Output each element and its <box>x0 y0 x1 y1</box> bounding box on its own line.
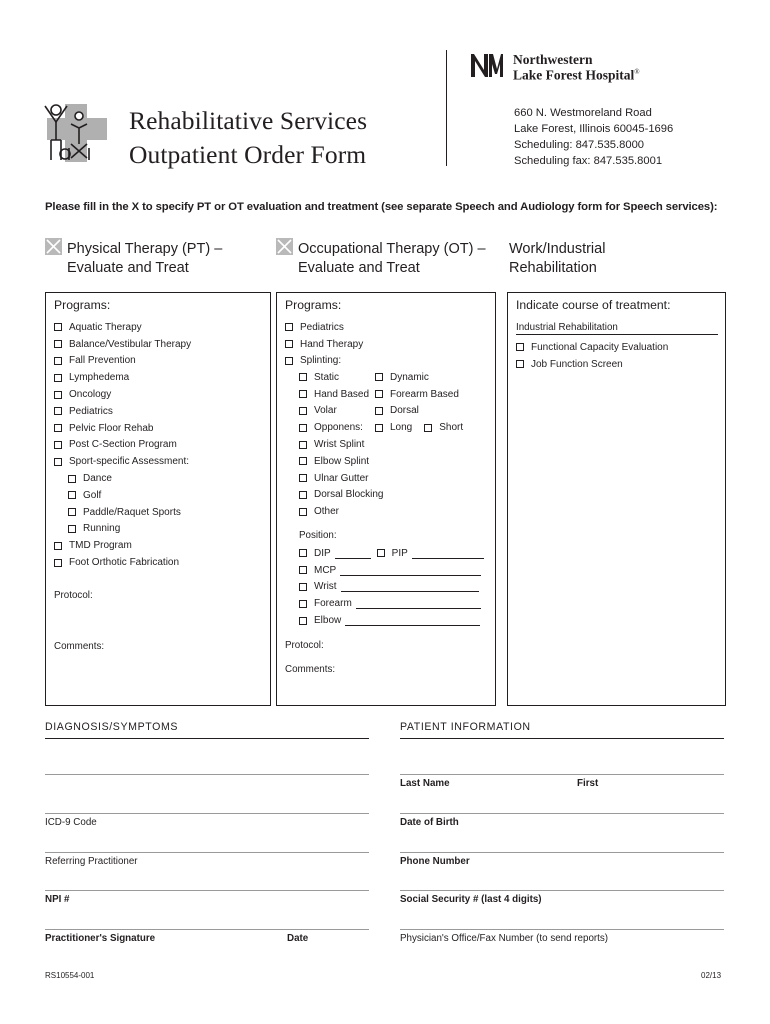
hospital-name-line2: Lake Forest Hospital® <box>513 67 640 83</box>
pt-heading-line2: Evaluate and Treat <box>67 259 189 276</box>
checkbox[interactable] <box>299 566 307 574</box>
registered-mark: ® <box>634 68 640 76</box>
ot-splint-volar[interactable]: Volar <box>299 403 383 420</box>
ot-position-dip-pip: DIP PIP <box>299 545 484 562</box>
checkbox[interactable] <box>68 525 76 533</box>
checkbox[interactable] <box>375 424 383 432</box>
x-mark-icon <box>45 238 62 255</box>
checkbox[interactable] <box>68 508 76 516</box>
checkbox[interactable] <box>299 441 307 449</box>
ot-position-wrist: Wrist <box>299 579 484 596</box>
checkbox[interactable] <box>299 491 307 499</box>
ot-programs-label: Programs: <box>285 298 342 312</box>
checkbox[interactable] <box>54 357 62 365</box>
scheduling-phone: Scheduling: 847.535.8000 <box>514 139 645 151</box>
ot-splint-forearm-based[interactable]: Forearm Based <box>375 386 463 403</box>
npi-line[interactable] <box>45 890 369 891</box>
checkbox[interactable] <box>285 323 293 331</box>
checkbox[interactable] <box>299 457 307 465</box>
pt-program-aquatic[interactable]: Aquatic Therapy <box>54 319 191 336</box>
ot-splint-dorsal-blocking[interactable]: Dorsal Blocking <box>299 487 383 504</box>
ot-program-pediatrics[interactable]: Pediatrics <box>285 319 363 336</box>
checkbox[interactable] <box>299 390 307 398</box>
pt-sport-golf[interactable]: Golf <box>68 487 191 504</box>
pt-protocol-label: Protocol: <box>54 590 93 601</box>
form-title-line2: Outpatient Order Form <box>129 140 367 169</box>
pt-sport-list <box>54 470 191 537</box>
ssn-label: Social Security # (last 4 digits) <box>400 894 542 905</box>
pt-comments-label: Comments: <box>54 641 105 652</box>
patient-section-label: PATIENT INFORMATION <box>400 721 531 733</box>
ot-splint-short: Short <box>439 422 464 434</box>
checkbox[interactable] <box>377 549 385 557</box>
ot-splint-right <box>375 369 463 436</box>
checkbox[interactable] <box>375 373 383 381</box>
checkbox[interactable] <box>54 542 62 550</box>
ot-position-mcp: MCP <box>299 562 484 579</box>
patient-top-rule <box>400 738 724 739</box>
dip-line[interactable] <box>335 558 371 559</box>
checkbox[interactable] <box>54 407 62 415</box>
checkbox[interactable] <box>299 617 307 625</box>
checkbox[interactable] <box>68 475 76 483</box>
phone-label: Phone Number <box>400 856 470 867</box>
checkbox[interactable] <box>54 458 62 466</box>
ot-protocol-label: Protocol: <box>285 640 324 651</box>
form-title-line1: Rehabilitative Services <box>129 106 368 135</box>
pt-program-balance[interactable]: Balance/Vestibular Therapy <box>54 336 191 353</box>
checkbox[interactable] <box>285 340 293 348</box>
dob-line[interactable] <box>400 813 724 814</box>
work-panel <box>507 292 726 706</box>
ot-select-checkbox[interactable] <box>276 238 293 255</box>
first-name-label: First <box>577 778 599 789</box>
scheduling-fax: Scheduling fax: 847.535.8001 <box>514 155 663 167</box>
ot-heading-line1: Occupational Therapy (OT) – <box>298 241 486 257</box>
ot-position-forearm: Forearm <box>299 595 484 612</box>
ot-splint-ulnar[interactable]: Ulnar Gutter <box>299 470 383 487</box>
signature-label: Practitioner's Signature <box>45 933 156 944</box>
ot-position-elbow: Elbow <box>299 612 484 629</box>
ot-panel <box>276 292 496 706</box>
pt-select-checkbox[interactable] <box>45 238 62 255</box>
work-heading-line2: Rehabilitation <box>509 259 597 276</box>
forearm-line[interactable] <box>356 608 481 609</box>
checkbox[interactable] <box>299 424 307 432</box>
header-divider <box>446 50 447 166</box>
ot-splint-other[interactable]: Other <box>299 503 383 520</box>
address-street: 660 N. Westmoreland Road <box>514 107 652 119</box>
checkbox[interactable] <box>54 374 62 382</box>
pt-program-fall[interactable]: Fall Prevention <box>54 353 191 370</box>
pt-sport-dance[interactable]: Dance <box>68 470 191 487</box>
dob-label: Date of Birth <box>400 817 459 828</box>
x-mark-icon <box>276 238 293 255</box>
checkbox[interactable] <box>68 491 76 499</box>
ssn-line[interactable] <box>400 890 724 891</box>
office-line[interactable] <box>400 929 724 930</box>
ot-splint-long-short: Long Short <box>375 419 463 436</box>
referring-label: Referring Practitioner <box>45 856 138 867</box>
checkbox[interactable] <box>299 600 307 608</box>
diagnosis-section-label: DIAGNOSIS/SYMPTOMS <box>45 721 179 733</box>
hospital-name-line1: Northwestern <box>513 52 593 67</box>
elbow-line[interactable] <box>345 625 480 626</box>
pt-heading <box>67 240 222 277</box>
pt-programs-label: Programs: <box>54 298 111 312</box>
checkbox[interactable] <box>516 360 524 368</box>
signature-line[interactable] <box>45 929 369 930</box>
form-revision: 02/13 <box>701 971 722 980</box>
work-item-fce[interactable]: Functional Capacity Evaluation <box>516 339 668 356</box>
checkbox[interactable] <box>54 323 62 331</box>
checkbox[interactable] <box>516 343 524 351</box>
pt-program-sport[interactable]: Sport-specific Assessment: <box>54 453 191 470</box>
last-name-label: Last Name <box>400 778 450 789</box>
checkbox[interactable] <box>299 508 307 516</box>
pt-program-orthotic[interactable]: Foot Orthotic Fabrication <box>54 554 191 571</box>
diagnosis-top-rule <box>45 738 369 739</box>
work-item-job-screen[interactable]: Job Function Screen <box>516 356 668 373</box>
diagnosis-line[interactable] <box>45 774 369 775</box>
ot-splint-wrist[interactable]: Wrist Splint <box>299 436 383 453</box>
mcp-line[interactable] <box>340 575 481 576</box>
ot-splint-left <box>299 369 383 520</box>
ot-heading-line2: Evaluate and Treat <box>298 259 420 276</box>
ot-splint-hand-based[interactable]: Hand Based <box>299 386 383 403</box>
checkbox[interactable] <box>54 559 62 567</box>
instructions-text: Please fill in the X to specify PT or OT evaluation and treatment (see separate Speech and Audiology form for Speech services): <box>45 201 718 213</box>
date-label: Date <box>287 933 309 944</box>
phone-line[interactable] <box>400 852 724 853</box>
ot-position-label: Position: <box>299 530 337 541</box>
checkbox[interactable] <box>299 373 307 381</box>
checkbox[interactable] <box>54 340 62 348</box>
pt-program-pelvic[interactable]: Pelvic Floor Rehab <box>54 420 191 437</box>
referring-line[interactable] <box>45 852 369 853</box>
pt-program-tmd[interactable]: TMD Program <box>54 537 191 554</box>
checkbox[interactable] <box>54 391 62 399</box>
name-line[interactable] <box>400 774 724 775</box>
address-city: Lake Forest, Illinois 60045-1696 <box>514 123 674 135</box>
icd-line[interactable] <box>45 813 369 814</box>
work-course-label: Indicate course of treatment: <box>516 298 671 312</box>
checkbox[interactable] <box>54 424 62 432</box>
ot-splint-elbow[interactable]: Elbow Splint <box>299 453 383 470</box>
checkbox[interactable] <box>424 424 432 432</box>
rehab-services-logo-icon <box>43 100 113 164</box>
pt-program-pediatrics[interactable]: Pediatrics <box>54 403 191 420</box>
wrist-line[interactable] <box>341 591 479 592</box>
pt-program-lymphedema[interactable]: Lymphedema <box>54 369 191 386</box>
pt-program-csection[interactable]: Post C-Section Program <box>54 437 191 454</box>
checkbox[interactable] <box>299 407 307 415</box>
checkbox[interactable] <box>299 549 307 557</box>
northwestern-logo-icon <box>470 52 504 78</box>
ot-program-hand[interactable]: Hand Therapy <box>285 336 363 353</box>
work-industrial-underline <box>516 334 718 335</box>
pt-program-oncology[interactable]: Oncology <box>54 386 191 403</box>
work-item-list <box>516 339 668 373</box>
pt-panel <box>45 292 271 706</box>
ot-position-list <box>299 545 484 629</box>
work-heading <box>509 240 605 277</box>
icd-label: ICD-9 Code <box>45 817 97 828</box>
ot-heading <box>298 240 486 277</box>
form-code: RS10554-001 <box>45 971 95 980</box>
pt-heading-line1: Physical Therapy (PT) – <box>67 241 223 257</box>
pt-sport-running[interactable]: Running <box>68 521 191 538</box>
office-label: Physician's Office/Fax Number (to send reports) <box>400 933 609 944</box>
pt-sport-paddle[interactable]: Paddle/Raquet Sports <box>68 504 191 521</box>
checkbox[interactable] <box>299 583 307 591</box>
pip-line[interactable] <box>412 558 484 559</box>
checkbox[interactable] <box>375 390 383 398</box>
ot-program-splinting[interactable]: Splinting: <box>285 353 363 370</box>
ot-splint-static[interactable]: Static <box>299 369 383 386</box>
work-heading-line1: Work/Industrial <box>509 241 606 257</box>
ot-comments-label: Comments: <box>285 664 336 675</box>
ot-splint-opponens[interactable]: Opponens: <box>299 419 383 436</box>
ot-splint-dynamic[interactable]: Dynamic <box>375 369 463 386</box>
checkbox[interactable] <box>375 407 383 415</box>
pt-program-list <box>54 319 191 571</box>
npi-label: NPI # <box>45 894 70 905</box>
checkbox[interactable] <box>285 357 293 365</box>
work-industrial-label: Industrial Rehabilitation <box>516 322 618 333</box>
ot-program-list <box>285 319 363 369</box>
ot-splint-dorsal[interactable]: Dorsal <box>375 403 463 420</box>
checkbox[interactable] <box>299 474 307 482</box>
checkbox[interactable] <box>54 441 62 449</box>
